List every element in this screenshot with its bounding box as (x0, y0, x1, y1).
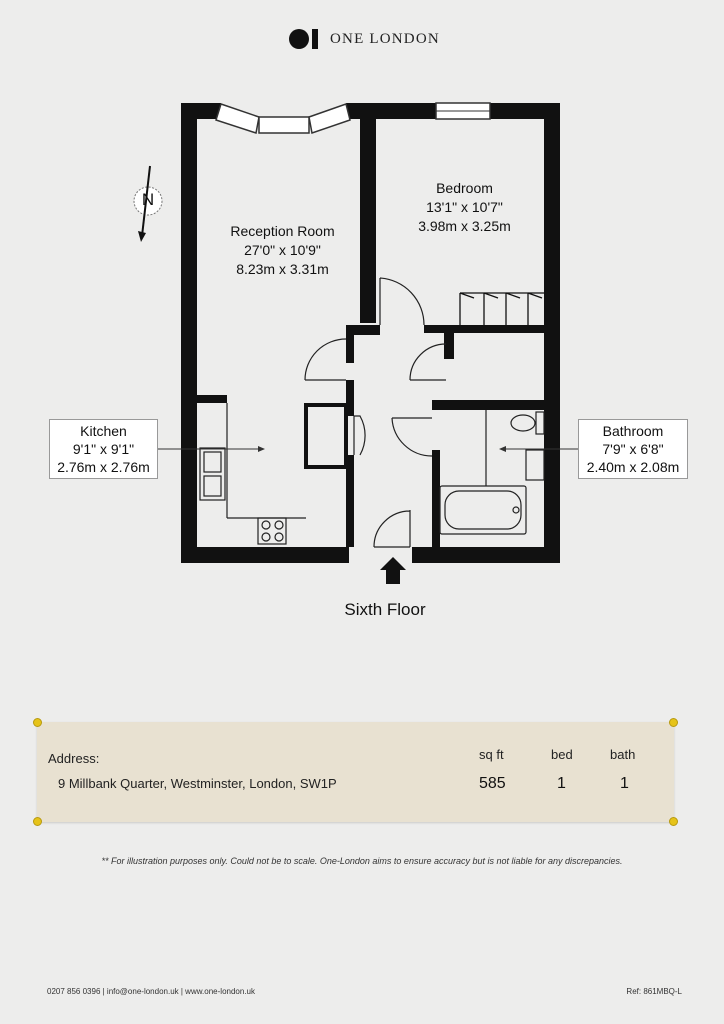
pin-icon (669, 718, 678, 727)
bedroom-metric: 3.98m x 3.25m (418, 218, 511, 234)
hob-icon (258, 518, 286, 544)
bedroom-imperial: 13'1" x 10'7" (426, 199, 503, 215)
property-info-panel (37, 722, 674, 822)
pin-icon (33, 718, 42, 727)
sqft-label: sq ft (479, 747, 504, 762)
reception-room-label (210, 222, 355, 279)
footer-ref: Ref: 861MBQ-L (626, 987, 682, 996)
brand-name: ONE LONDON (330, 30, 440, 47)
wardrobes (460, 293, 544, 325)
bathroom-metric: 2.40m x 2.08m (586, 459, 680, 475)
walls (181, 103, 560, 563)
sqft-value: 585 (479, 775, 506, 792)
reception-room-imperial: 27'0" x 10'9" (244, 242, 321, 258)
bath-label: bath (610, 747, 636, 762)
kitchen-metric: 2.76m x 2.76m (57, 459, 150, 475)
address-value: 9 Millbank Quarter, Westminster, London, SW1P (58, 776, 337, 791)
bedroom-name: Bedroom (436, 180, 493, 196)
kitchen-units (200, 403, 306, 518)
floor-label: Sixth Floor (344, 600, 426, 619)
bedroom-label (392, 179, 537, 236)
bathroom-name: Bathroom (602, 423, 664, 439)
pin-icon (669, 817, 678, 826)
kitchen-imperial: 9'1" x 9'1" (72, 441, 135, 457)
kitchen-name: Kitchen (80, 423, 127, 439)
hall-cupboard (306, 405, 346, 467)
reception-room-name: Reception Room (230, 223, 335, 239)
kitchen-callout (49, 419, 158, 479)
bay-window (216, 104, 350, 133)
pin-icon (33, 817, 42, 826)
bathroom-callout (578, 419, 688, 479)
bathroom-imperial: 7'9" x 6'8" (602, 441, 664, 457)
disclaimer: ** For illustration purposes only. Could not be to scale. One-London aims to ensure accuracy but is not liable for any discrepancies. (101, 856, 623, 866)
reception-room-metric: 8.23m x 3.31m (236, 261, 329, 277)
compass-north-label: N (141, 190, 155, 209)
bathroom-fixtures (440, 410, 544, 534)
bed-value: 1 (557, 775, 566, 792)
address-label: Address: (48, 751, 100, 766)
bath-value: 1 (620, 775, 629, 792)
footer-contact: 0207 856 0396 | info@one-london.uk | www.one-london.uk (47, 987, 255, 996)
entrance-arrow-icon (380, 557, 406, 584)
bed-label: bed (551, 747, 573, 762)
